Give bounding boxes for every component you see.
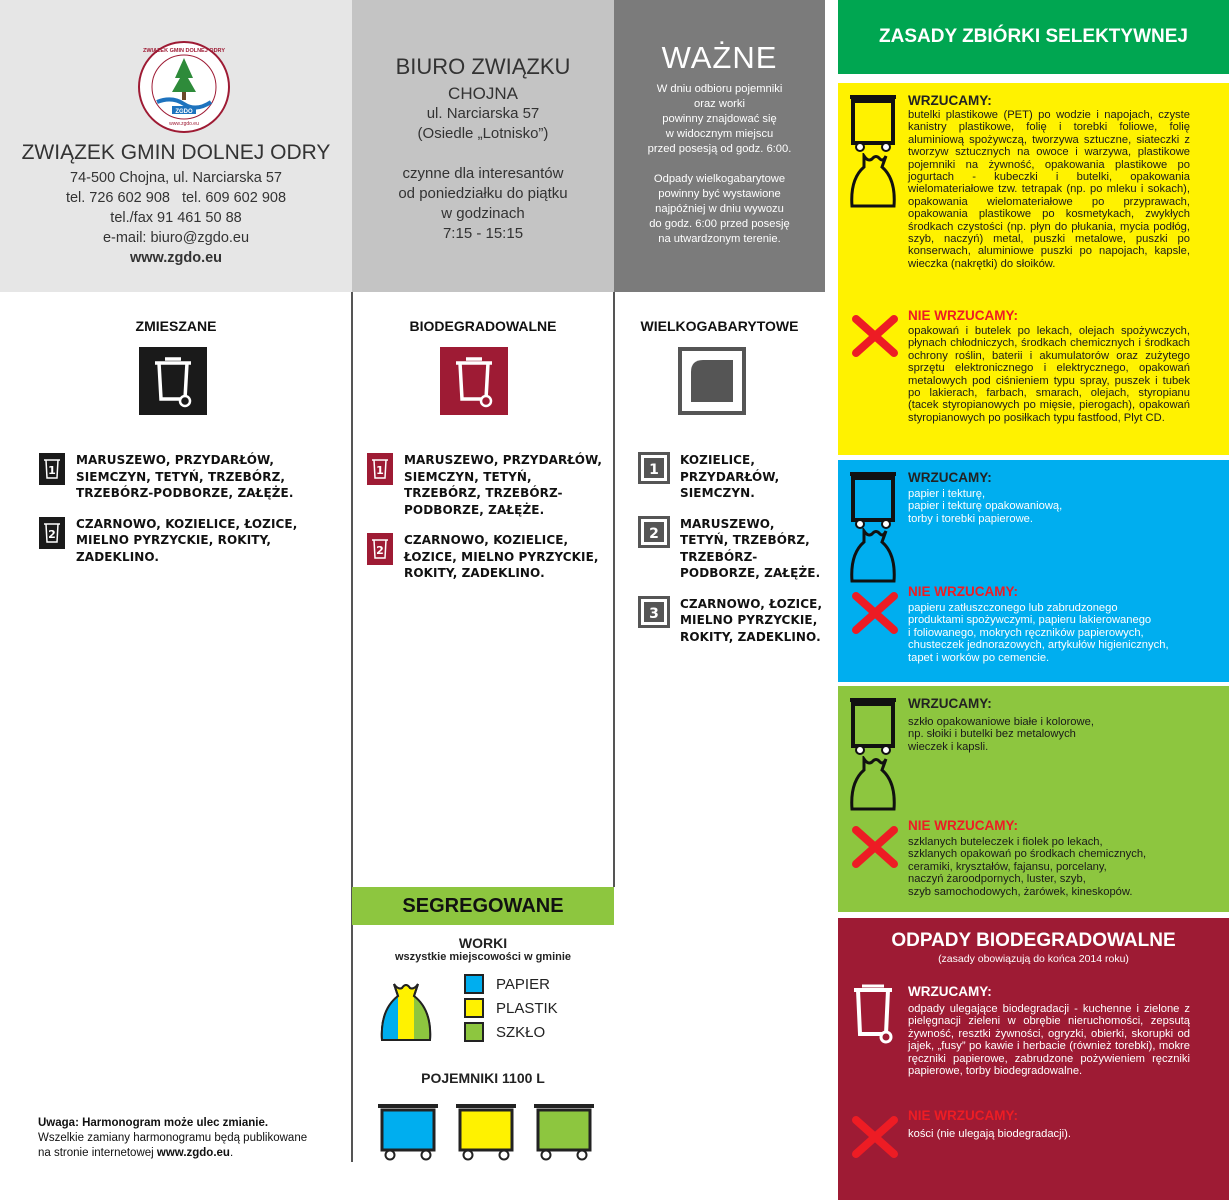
logo-ring-text: ZWIĄZEK GMIN DOLNEJ ODRY: [143, 48, 225, 54]
bio-bin-icon: [852, 984, 894, 1044]
no-label: NIE WRZUCAMY:: [908, 584, 1018, 599]
pojemniki-title: POJEMNIKI 1100 L: [421, 1070, 545, 1086]
wazne-line: powinny znajdować się: [662, 113, 777, 125]
org-contact: [0, 168, 352, 268]
biuro-open1: czynne dla interesantów: [402, 165, 564, 182]
wazne-line: na utwardzonym terenie.: [658, 233, 781, 245]
legend-label: SZKŁO: [496, 1023, 546, 1041]
svg-text:1: 1: [48, 464, 56, 477]
svg-text:1: 1: [649, 462, 659, 478]
list-item: [366, 532, 606, 582]
wazne-line: powinny być wystawione: [658, 188, 781, 200]
list-item: [38, 452, 338, 502]
no-label: NIE WRZUCAMY:: [908, 1108, 1018, 1123]
svg-text:3: 3: [649, 605, 659, 622]
village-list: CZARNOWO, ŁOZICE, MIELNO PYRZYCKIE, ROKITY, ZADEKLINO.: [680, 596, 823, 644]
rules-plastic: [838, 83, 1229, 455]
container-blue-icon: [378, 1106, 438, 1160]
num-1-badge: [638, 452, 670, 489]
bio-schedule: [366, 452, 606, 582]
village-list: MARUSZEWO, TETYŃ, TRZEBÓRZ, TRZEBÓRZ-PODBORZE, ZAŁĘŻE.: [680, 516, 821, 580]
column-title-bio: BIODEGRADOWALNE: [409, 318, 557, 334]
segregowane-title: SEGREGOWANE: [352, 887, 614, 925]
village-list: MARUSZEWO, PRZYDARŁÓW, SIEMCZYN, TETYŃ, TRZEBÓRZ, TRZEBÓRZ-PODBORZE, ZAŁĘŻE.: [76, 453, 294, 500]
village-list: MARUSZEWO, PRZYDARŁÓW, SIEMCZYN, TETYŃ, TRZEBÓRZ, TRZEBÓRZ-PODBORZE, ZAŁĘŻE.: [404, 453, 603, 517]
x-icon: [852, 315, 898, 357]
notice-line2: Wszelkie zamiany harmonogramu będą publikowane: [38, 1132, 308, 1144]
village-list: CZARNOWO, KOZIELICE, ŁOZICE, MIELNO PYRZYCKIE, ROKITY, ZADEKLINO.: [404, 533, 599, 580]
num-3-badge: [638, 596, 670, 633]
wazne-line: Odpady wielkogabarytowe: [653, 173, 786, 185]
biuro-open3: w godzinach: [441, 205, 525, 222]
rules-title: ZASADY ZBIÓRKI SELEKTYWNEJ: [838, 0, 1229, 74]
wazne-line: W dniu odbioru pojemniki: [656, 83, 783, 95]
wazne-line: oraz worki: [694, 98, 745, 110]
zgdo-logo: [137, 40, 231, 134]
mixed-schedule: [38, 452, 338, 565]
bag-legend: [464, 972, 558, 1044]
bio-subtitle: (zasady obowiązują do końca 2014 roku): [938, 953, 1129, 965]
biuro-estate: (Osiedle „Lotnisko”): [417, 125, 549, 142]
legend-swatch-green: [464, 1022, 484, 1042]
mixed-bin-icon: [139, 347, 207, 415]
biuro-title: BIURO ZWIĄZKU: [395, 54, 571, 79]
biuro-info: [352, 84, 614, 244]
num-2-bin-icon: [38, 516, 66, 544]
yes-label: WRZUCAMY:: [908, 984, 992, 999]
svg-text:2: 2: [376, 544, 384, 557]
org-phones: tel. 726 602 908 tel. 609 602 908: [65, 190, 287, 206]
plastic-no-text: opakowań i butelek po lekach, olejach spożywczych, płynach chłodniczych, środkach chemicznych i środkach ochrony roślin, baterii i akumulatorów oraz zużytego sprzętu elektronicznego i elektrycznego, opakowań metalowych pod ciśnieniem typu spray, puszek i tubek po lakierach, farbach, smarach, olejach, styropianu (tacek styropianowych po mięsie, pierogach), opakowań styropianowych po posiłkach typu fastfood, Plyt CD.: [908, 325, 1190, 424]
wazne-line: w widocznym miejscu: [665, 128, 774, 140]
list-item: [38, 516, 338, 566]
bag-icon: [850, 153, 896, 209]
wazne-line: do godz. 6:00 przed posesję: [649, 218, 790, 230]
org-www[interactable]: www.zgdo.eu: [129, 250, 223, 266]
rules-paper: [838, 460, 1229, 682]
wazne-title: WAŻNE: [661, 40, 778, 75]
org-fax: tel./fax 91 461 50 88: [110, 210, 242, 226]
column-title-bulky: WIELKOGABARYTOWE: [640, 318, 799, 334]
column-divider: [613, 292, 615, 887]
org-address: 74-500 Chojna, ul. Narciarska 57: [70, 170, 282, 186]
worki-subtitle: wszystkie miejscowości w gminie: [394, 951, 572, 963]
legend-item: [464, 996, 558, 1020]
x-icon: [852, 826, 898, 868]
wazne-header: [614, 0, 825, 292]
notice: [38, 1116, 328, 1161]
bulky-schedule: [638, 452, 823, 645]
org-name: ZWIĄZEK GMIN DOLNEJ ODRY: [21, 141, 331, 164]
wazne-line: najpóźniej w dniu wywozu: [655, 203, 784, 215]
village-list: CZARNOWO, KOZIELICE, ŁOZICE, MIELNO PYRZYCKIE, ROKITY, ZADEKLINO.: [76, 516, 298, 564]
list-item: [638, 452, 823, 502]
container-green-icon: [534, 1106, 594, 1160]
rules-bio: [838, 918, 1229, 1200]
yes-label: WRZUCAMY:: [908, 696, 992, 711]
x-icon: [852, 592, 898, 634]
gutter: [825, 0, 838, 1200]
bin-icon: [848, 696, 898, 756]
plastic-yes-text: butelki plastikowe (PET) po wodzie i napojach, czyste kanistry plastikowe, folię i torebki foliowe, folię aluminiową spożywczą, tworzywa sztuczne, siateczki z tworzyw sztucznych na owoce i warzywa, plastikowe pojemniki na żywność, opakowania plastikowe po jogurtach - kubeczki i butelki, opakowania wielomateriałowe tzw. tetrapak (np. po mleku i sokach), opakowania wielomateriałowe po przyprawach, opakowania plastikowe po kosmetykach, zwykłych środkach czystości (np. płyn do płukania, mycia podłóg, szyb, naczyń) metal, puszki metalowe, puszki po konserwach, aluminiowe puszki po napojach, kapsle, wieczka (nakrętki) do słoików.: [908, 109, 1190, 270]
column-divider: [351, 292, 353, 1162]
bin-icon: [848, 93, 898, 153]
num-1-bin-icon: [366, 452, 394, 480]
worki-title: WORKI: [458, 935, 508, 951]
logo-url: www.zgdo.eu: [169, 121, 199, 127]
container-yellow-icon: [456, 1106, 516, 1160]
containers-icon: [376, 1100, 596, 1162]
village-list: KOZIELICE, PRZYDARŁÓW, SIEMCZYN.: [680, 453, 780, 500]
notice-line1: Uwaga: Harmonogram może ulec zmianie.: [38, 1117, 269, 1129]
x-icon: [852, 1116, 898, 1158]
paper-yes-text: papier i tekturę, papier i tekturę opakowaniową, torby i torebki papierowe.: [908, 488, 1063, 525]
legend-label: PLASTIK: [496, 999, 558, 1017]
legend-label: PAPIER: [496, 975, 550, 993]
svg-text:2: 2: [649, 525, 659, 542]
notice-line3: na stronie internetowej www.zgdo.eu.: [38, 1147, 234, 1159]
rules-glass: [838, 686, 1229, 912]
wazne-text: [614, 82, 825, 247]
bio-bin-icon: [440, 347, 508, 415]
column-title-mixed: ZMIESZANE: [135, 318, 217, 334]
biuro-city: CHOJNA: [448, 84, 518, 103]
biuro-hours: 7:15 - 15:15: [442, 225, 524, 242]
glass-no-text: szklanych buteleczek i fiolek po lekach, szklanych opakowań po środkach chemicznych, ceramiki, kryształów, fajansu, porcelany, naczyń żaroodpornych, luster, szyb, szyb samochodowych, żarówek, kineskopów.: [908, 836, 1147, 898]
notice-url[interactable]: www.zgdo.eu: [156, 1147, 230, 1159]
no-label: NIE WRZUCAMY:: [908, 818, 1018, 833]
yes-label: WRZUCAMY:: [908, 93, 992, 108]
legend-item: [464, 972, 558, 996]
bin-icon: [848, 470, 898, 530]
logo-badge: ZGDO: [175, 109, 193, 115]
legend-swatch-blue: [464, 974, 484, 994]
svg-text:1: 1: [376, 464, 384, 477]
bag-icon: [850, 756, 896, 812]
legend-item: [464, 1020, 558, 1044]
glass-yes-text: szkło opakowaniowe białe i kolorowe, np. słoiki i butelki bez metalowych wieczek i kapsli.: [908, 716, 1094, 753]
num-2-bin-icon: [366, 532, 394, 560]
bio-no-text: kości (nie ulegają biodegradacji).: [908, 1128, 1071, 1140]
paper-no-text: papieru zatłuszczonego lub zabrudzonego produktami spożywczymi, papieru lakierowanego i foliowanego, mokrych ręczników papierowych, chusteczek jednorazowych, artykułów higienicznych, tapet i worków po cemencie.: [908, 602, 1169, 664]
org-email[interactable]: e-mail: biuro@zgdo.eu: [102, 230, 250, 246]
wazne-line: przed posesją od godz. 6:00.: [647, 143, 792, 155]
biuro-street: ul. Narciarska 57: [426, 105, 540, 122]
org-header: [0, 0, 352, 292]
svg-text:2: 2: [48, 527, 56, 541]
biuro-header: [352, 0, 614, 292]
num-2-badge: [638, 516, 670, 553]
legend-swatch-yellow: [464, 998, 484, 1018]
no-label: NIE WRZUCAMY:: [908, 308, 1018, 323]
biuro-open2: od poniedziałku do piątku: [398, 185, 568, 202]
list-item: [366, 452, 606, 518]
bag-icon: [376, 980, 436, 1044]
yes-label: WRZUCAMY:: [908, 470, 992, 485]
num-1-bin-icon: [38, 452, 66, 480]
bio-yes-text: odpady ulegające biodegradacji - kuchenne i zielone z pielęgnacji zieleni w obrębie nieruchomości, zepsutą żywność, resztki żywności, ogryzki, obierki, skorupki od jajek, „fusy” po kawie i herbacie (również torebki), mokre ręczniki papierowe, zabrudzone pożywieniem ręczniki papierowe, torby biodegradowalne.: [908, 1003, 1190, 1078]
bulky-icon: [678, 347, 746, 415]
bag-icon: [850, 528, 896, 584]
list-item: [638, 516, 823, 582]
list-item: [638, 596, 823, 646]
bio-title: ODPADY BIODEGRADOWALNE: [891, 930, 1176, 951]
